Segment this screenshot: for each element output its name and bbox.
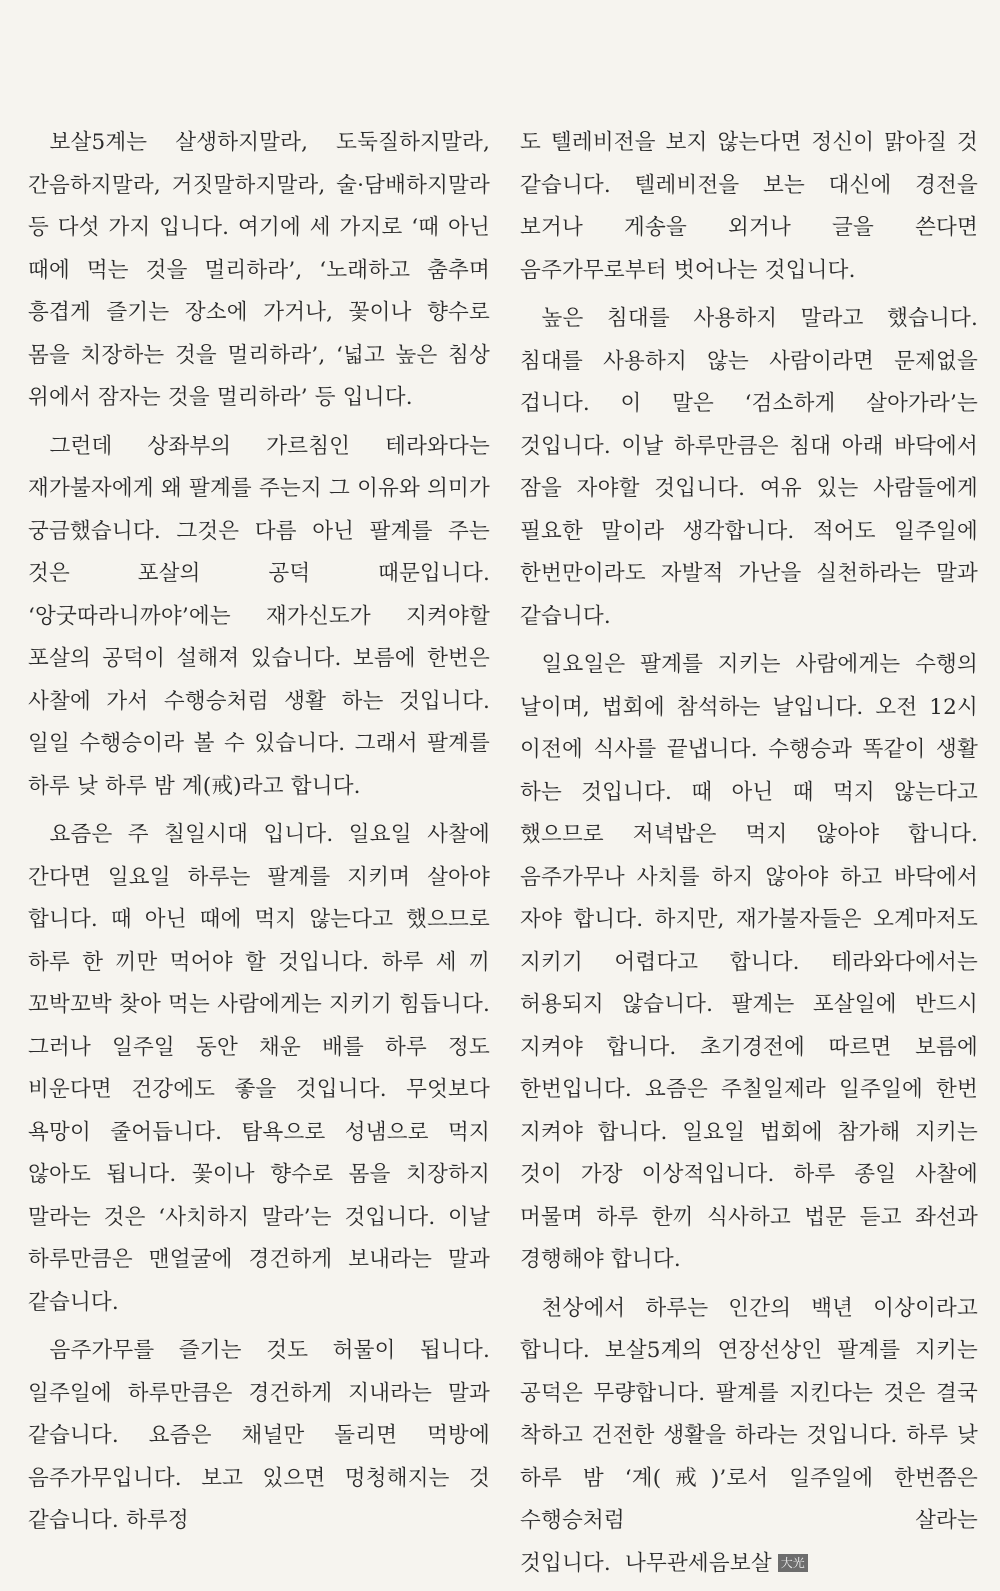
paragraph: 음주가무를 즐기는 것도 허물이 됩니다. 일주일에 하루만큼은 경건하게 지내라는 말과 같습니다. 요즘은 채널만 돌리면 먹방에 음주가무입니다. 보고 있으면 멍청해지는 것 같습니다. 하루정 bbox=[28, 1338, 490, 1533]
paragraph-continuation: 도 텔레비전을 보지 않는다면 정신이 맑아질 것 같습니다. 텔레비전을 보는 대신에 경전을 보거나 게송을 외거나 글을 쓴다면 음주가무로부터 벗어나는 것입니다. bbox=[520, 130, 978, 283]
publication-logo-mark: 大光 bbox=[778, 1554, 808, 1572]
paragraph: 높은 침대를 사용하지 말라고 했습니다. 침대를 사용하지 않는 사람이라면 문제없을 겁니다. 이 말은 ‘검소하게 살아가라’는 것입니다. 이날 하루만큼은 침대 아래 바닥에서 잠을 자야할 것입니다. 여유 있는 사람들에게 필요한 말이라 생각합니다. 적어도 일주일에 한번만이라도 자발적 가난을 실천하라는 말과 같습니다. bbox=[520, 306, 978, 629]
paragraph: 그런데 상좌부의 가르침인 테라와다는 재가불자에게 왜 팔계를 주는지 그 이유와 의미가 궁금했습니다. 그것은 다름 아닌 팔계를 주는 것은 포살의 공덕 때문입니다. ‘앙굿따라니까야’에는 재가신도가 지켜야할 포살의 공덕이 설해져 있습니다. 보름에 한번은 사찰에 가서 수행승처럼 생활 하는 것입니다. 일일 수행승이라 볼 수 있습니다. 그래서 팔계를 하루 낮 하루 밤 계(戒)라고 합니다. bbox=[28, 433, 490, 799]
paragraph: 보살5계는 살생하지말라, 도둑질하지말라, 간음하지말라, 거짓말하지말라, 술·담배하지말라 등 다섯 가지 입니다. 여기에 세 가지로 ‘때 아닌 때에 먹는 것을 멀리하라’, ‘노래하고 춤추며 흥겹게 즐기는 장소에 가거나, 꽃이나 향수로 몸을 치장하는 것을 멀리하라’, ‘넓고 높은 침상 위에서 잠자는 것을 멀리하라’ 등 입니다. bbox=[28, 130, 490, 410]
right-column bbox=[520, 122, 978, 1591]
final-paragraph-text: 천상에서 하루는 인간의 백년 이상이라고 합니다. 보살5계의 연장선상인 팔계를 지키는 공덕은 무량합니다. 팔계를 지킨다는 것은 결국 착하고 건전한 생활을 하라는 것입니다. 하루 낮 하루 밤 ‘계(戒)’로서 일주일에 한번쯤은 수행승처럼 살라는 것입니다. bbox=[520, 1295, 978, 1576]
final-paragraph bbox=[520, 1288, 978, 1586]
paragraph: 요즘은 주 칠일시대 입니다. 일요일 사찰에 간다면 일요일 하루는 팔계를 지키며 살아야 합니다. 때 아닌 때에 먹지 않는다고 했으므로 하루 한 끼만 먹어야 할 것입니다. 하루 세 끼 꼬박꼬박 찾아 먹는 사람에게는 지키기 힘듭니다. 그러나 일주일 동안 채운 배를 하루 정도 비운다면 건강에도 좋을 것입니다. 무엇보다 욕망이 줄어듭니다. 탐욕으로 성냄으로 먹지 않아도 됩니다. 꽃이나 향수로 몸을 치장하지 말라는 것은 ‘사치하지 말라’는 것입니다. 이날 하루만큼은 맨얼굴에 경건하게 보내라는 말과 같습니다. bbox=[28, 822, 490, 1315]
left-column bbox=[28, 122, 490, 1549]
signoff bbox=[625, 1551, 808, 1576]
signoff-text: 나무관세음보살 bbox=[625, 1550, 772, 1576]
paragraph: 일요일은 팔계를 지키는 사람에게는 수행의 날이며, 법회에 참석하는 날입니다. 오전 12시 이전에 식사를 끝냅니다. 수행승과 똑같이 생활 하는 것입니다. 때 아닌 때 먹지 않는다고 했으므로 저녁밥은 먹지 않아야 합니다. 음주가무나 사치를 하지 않아야 하고 바닥에서 자야 합니다. 하지만, 재가불자들은 오계마저도 지키기 어렵다고 합니다. 테라와다에서는 허용되지 않습니다. 팔계는 포살일에 반드시 지켜야 합니다. 초기경전에 따르면 보름에 한번입니다. 요즘은 주칠일제라 일주일에 한번 지켜야 합니다. 일요일 법회에 참가해 지키는 것이 가장 이상적입니다. 하루 종일 사찰에 머물며 하루 한끼 식사하고 법문 듣고 좌선과 경행해야 합니다. bbox=[520, 652, 978, 1272]
